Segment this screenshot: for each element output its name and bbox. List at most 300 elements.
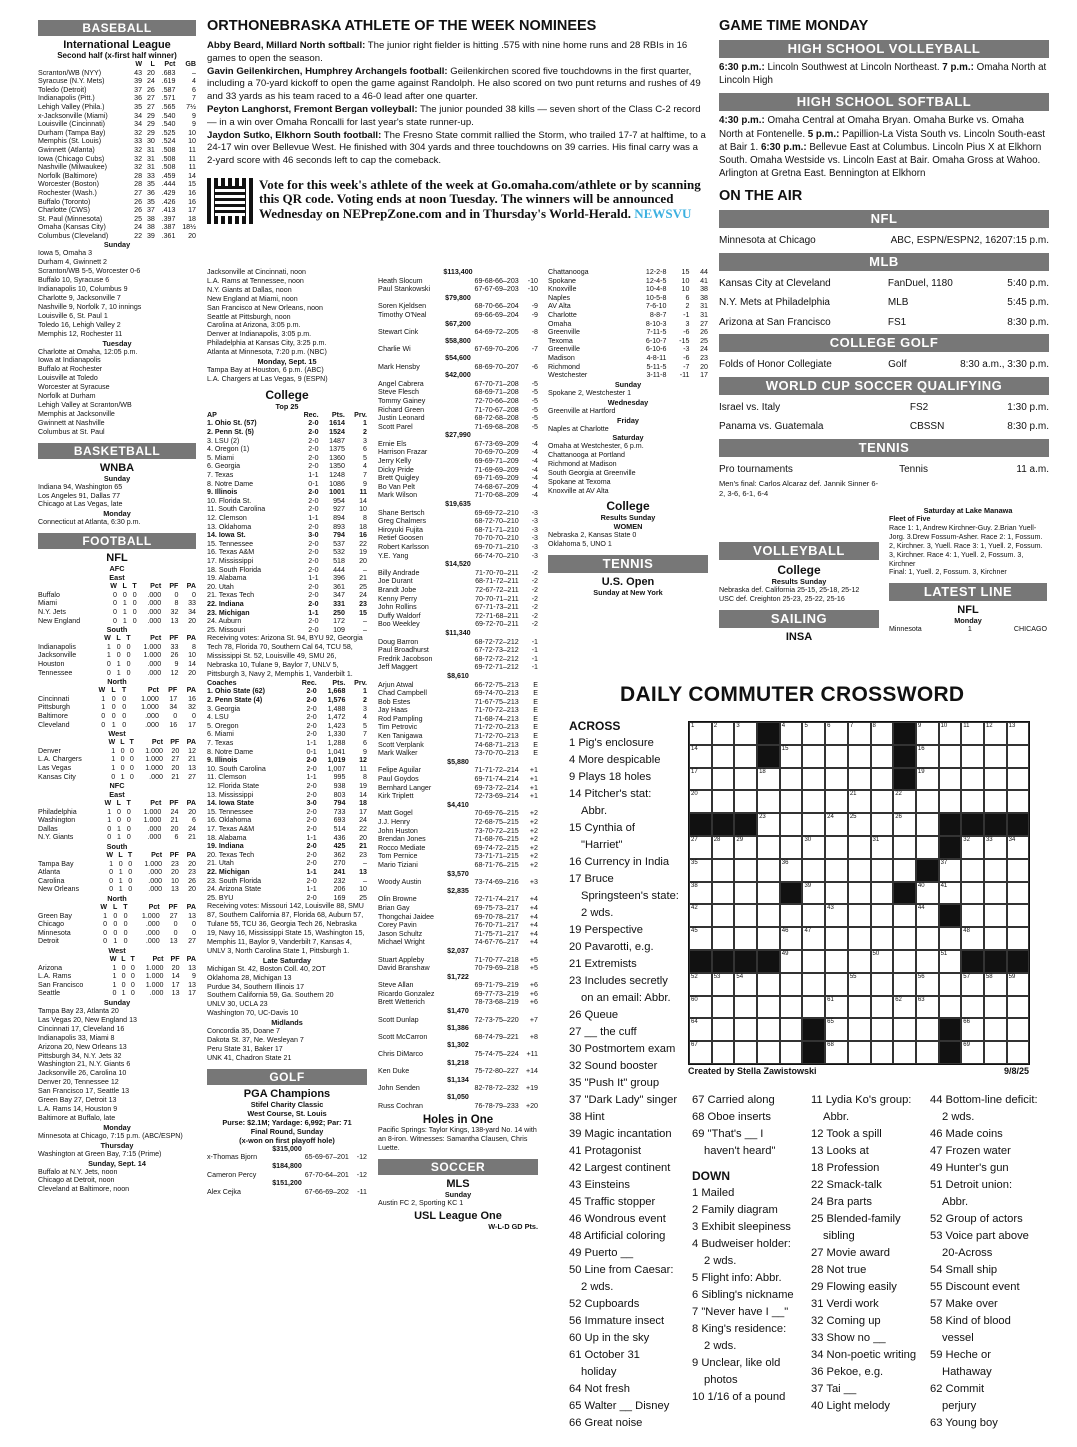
crossword-cell[interactable]: [871, 973, 894, 996]
table-cell: 39: [134, 77, 143, 86]
crossword-cell[interactable]: 20: [689, 790, 712, 813]
clue: 35 "Push It" group: [569, 1077, 660, 1089]
crossword-cell[interactable]: [848, 882, 871, 905]
crossword-cell[interactable]: 37: [939, 859, 962, 882]
golf-cell: -3: [531, 543, 538, 551]
crossword-cell[interactable]: 1: [689, 722, 712, 745]
crossword-cell[interactable]: [1007, 1018, 1030, 1041]
crossword-cell[interactable]: 17: [689, 768, 712, 791]
clue: 43 Einsteins: [569, 1179, 630, 1191]
clue: 36 Pekoe, e.g.: [811, 1366, 884, 1378]
crossword-grid[interactable]: [688, 721, 1030, 1065]
crossword-cell[interactable]: [984, 927, 1007, 950]
table-row: [38, 860, 196, 869]
table-cell: 2-0: [308, 496, 319, 505]
table-cell: -6: [683, 353, 690, 362]
table-row: [207, 626, 367, 635]
crossword-cell[interactable]: [961, 904, 984, 927]
crossword-cell[interactable]: [893, 1041, 916, 1064]
golf-sub: Stifel Charity Classic: [250, 1099, 324, 1109]
golf-cell: 65-69-67–201: [304, 1153, 349, 1162]
crossword-cell[interactable]: [712, 1018, 735, 1041]
crossword-cell[interactable]: [893, 950, 916, 973]
crossword-cell[interactable]: [893, 1018, 916, 1041]
gametime-title: GAME TIME MONDAY: [719, 18, 869, 34]
usl-cols: W-L-D GD Pts.: [488, 1221, 538, 1231]
crossword-cell[interactable]: 24: [825, 813, 848, 836]
crossword-cell[interactable]: 5: [802, 722, 825, 745]
crossword-cell[interactable]: [734, 927, 757, 950]
crossword-cell[interactable]: [734, 859, 757, 882]
table-cell: -7: [683, 362, 690, 371]
crossword-cell[interactable]: [1007, 904, 1030, 927]
crossword-cell[interactable]: [848, 859, 871, 882]
crossword-cell[interactable]: [984, 790, 1007, 813]
crossword-cell[interactable]: [712, 996, 735, 1019]
crossword-cell[interactable]: 40: [916, 882, 939, 905]
crossword-cell[interactable]: [712, 882, 735, 905]
crossword-cell[interactable]: [757, 836, 780, 859]
crossword-cell[interactable]: [1007, 790, 1030, 813]
golf-cell: +1: [529, 766, 538, 775]
golf-purse-cell: $151,200: [272, 1179, 302, 1188]
table-cell: Spokane: [548, 276, 577, 285]
crossword-cell[interactable]: [757, 904, 780, 927]
crossword-cell[interactable]: 67: [689, 1041, 712, 1064]
crossword-cell[interactable]: [916, 1018, 939, 1041]
table-cell: 9: [192, 972, 196, 981]
crossword-cell[interactable]: 64: [689, 1018, 712, 1041]
crossword-cell[interactable]: [939, 768, 962, 791]
crossword-cell[interactable]: [802, 768, 825, 791]
crossword-cell[interactable]: 28: [712, 836, 735, 859]
crossword-cell[interactable]: [734, 1041, 757, 1064]
crossword-cell[interactable]: 13: [1007, 722, 1030, 745]
crossword-cell[interactable]: [712, 745, 735, 768]
crossword-cell[interactable]: 66: [961, 1018, 984, 1041]
golf-row: [378, 560, 538, 569]
crossword-cell[interactable]: 59: [1007, 973, 1030, 996]
table-cell: 0: [132, 590, 137, 599]
crossword-cell[interactable]: 2: [712, 722, 735, 745]
crossword-cell[interactable]: [961, 996, 984, 1019]
result-line: Oklahoma 28, Michigan 13: [207, 973, 292, 982]
crossword-cell[interactable]: 41: [939, 882, 962, 905]
crossword-cell[interactable]: 45: [689, 927, 712, 950]
table-cell: 172: [333, 617, 345, 626]
crossword-cell[interactable]: 33: [984, 836, 1007, 859]
table-cell: 33: [146, 171, 155, 180]
crossword-cell[interactable]: [984, 859, 1007, 882]
golf-cell: John Senden: [378, 1084, 420, 1093]
crossword-cell[interactable]: [871, 768, 894, 791]
crossword-cell[interactable]: [848, 1041, 871, 1064]
crossword-cell[interactable]: 16: [916, 745, 939, 768]
crossword-cell[interactable]: [871, 1041, 894, 1064]
crossword-cell[interactable]: 27: [689, 836, 712, 859]
crossword-cell[interactable]: [984, 882, 1007, 905]
table-cell: 18. South Florida: [207, 565, 262, 574]
crossword-cell[interactable]: [893, 836, 916, 859]
crossword-cell[interactable]: [848, 836, 871, 859]
table-cell: 43: [134, 68, 143, 77]
crossword-cell[interactable]: [961, 745, 984, 768]
crossword-cell[interactable]: [893, 927, 916, 950]
crossword-cell[interactable]: 68: [825, 1041, 848, 1064]
crossword-cell[interactable]: [1007, 1041, 1030, 1064]
crossword-cell[interactable]: [825, 859, 848, 882]
crossword-cell[interactable]: [712, 790, 735, 813]
crossword-cell[interactable]: [734, 904, 757, 927]
crossword-cell[interactable]: [825, 745, 848, 768]
crossword-title: DAILY COMMUTER CROSSWORD: [620, 683, 965, 706]
crossword-cell[interactable]: [916, 790, 939, 813]
crossword-cell[interactable]: [825, 790, 848, 813]
crossword-cell[interactable]: [802, 790, 825, 813]
crossword-cell[interactable]: [1007, 927, 1030, 950]
crossword-cell[interactable]: [712, 768, 735, 791]
table-cell: New Orleans: [38, 885, 80, 894]
crossword-cell[interactable]: 31: [871, 836, 894, 859]
crossword-cell[interactable]: 21: [848, 790, 871, 813]
golf-cell: +14: [525, 1067, 538, 1076]
volleyball-college: College: [777, 563, 821, 577]
table-cell: 39: [146, 231, 155, 240]
crossword-cell[interactable]: [1007, 745, 1030, 768]
crossword-cell[interactable]: [1007, 882, 1030, 905]
clue: haven't heard": [704, 1145, 776, 1157]
crossword-cell[interactable]: 65: [825, 1018, 848, 1041]
crossword-cell[interactable]: [1007, 996, 1030, 1019]
golf-row: [378, 723, 538, 732]
schedule-time: 6:30 p.m.:: [760, 141, 807, 153]
qr-code-icon[interactable]: [207, 178, 253, 224]
crossword-cell[interactable]: 50: [871, 950, 894, 973]
crossword-cell[interactable]: [871, 745, 894, 768]
crossword-cell[interactable]: [802, 859, 825, 882]
crossword-cell[interactable]: 42: [689, 904, 712, 927]
crossword-cell[interactable]: [780, 836, 803, 859]
crossword-cell[interactable]: [871, 996, 894, 1019]
crossword-cell[interactable]: [757, 973, 780, 996]
volleyball-results-heading: Results Sunday: [771, 577, 827, 586]
crossword-cell[interactable]: 26: [893, 813, 916, 836]
crossword-cell[interactable]: 34: [1007, 836, 1030, 859]
column-2c: [548, 268, 708, 597]
golf-cell: E: [533, 714, 538, 723]
crossword-cell[interactable]: [961, 768, 984, 791]
crossword-cell[interactable]: [848, 745, 871, 768]
crossword-cell[interactable]: 60: [689, 996, 712, 1019]
table-cell: 32: [134, 145, 143, 154]
table-cell: 17: [700, 371, 708, 380]
crossword-cell[interactable]: [802, 813, 825, 836]
crossword-cell[interactable]: 46: [780, 927, 803, 950]
table-cell: 2-0: [308, 522, 319, 531]
crossword-cell[interactable]: 36: [780, 859, 803, 882]
crossword-cell[interactable]: [734, 768, 757, 791]
crossword-cell[interactable]: [916, 836, 939, 859]
crossword-cell[interactable]: 7: [848, 722, 871, 745]
result-line: Louisville 6, St. Paul 1: [38, 311, 108, 320]
crossword-cell[interactable]: [734, 1018, 757, 1041]
table-row: [548, 363, 708, 372]
crossword-cell[interactable]: 25: [848, 813, 871, 836]
crossword-cell[interactable]: [848, 927, 871, 950]
nfl-mon15-heading: Monday, Sept. 15: [257, 357, 317, 367]
game-line: Richmond at Madison: [548, 460, 617, 469]
crossword-cell[interactable]: [825, 768, 848, 791]
golf-row: [378, 406, 538, 415]
crossword-cell[interactable]: [757, 859, 780, 882]
crossword-cell[interactable]: 69: [961, 1041, 984, 1064]
crossword-cell[interactable]: 14: [689, 745, 712, 768]
table-cell: 31: [146, 145, 155, 154]
crossword-cell[interactable]: 53: [712, 973, 735, 996]
golf-cell: Bob Estes: [378, 697, 411, 706]
crossword-cell[interactable]: [734, 996, 757, 1019]
crossword-cell[interactable]: [757, 1041, 780, 1064]
onair-cell: Arizona at San Francisco: [719, 316, 831, 328]
crossword-cell[interactable]: [780, 768, 803, 791]
crossword-cell[interactable]: 22: [893, 790, 916, 813]
golf-cell: +7: [529, 1015, 538, 1024]
crossword-cell[interactable]: 29: [734, 836, 757, 859]
crossword-cell[interactable]: [780, 790, 803, 813]
golf-cell: 74-68-67–209: [474, 482, 519, 491]
nominees-list: [207, 40, 707, 168]
crossword-cell[interactable]: 39: [802, 882, 825, 905]
golf-cell: Cameron Percy: [207, 1170, 257, 1179]
crossword-cell[interactable]: [802, 973, 825, 996]
crossword-cell[interactable]: [802, 996, 825, 1019]
golf-cell: E: [533, 723, 538, 732]
crossword-cell[interactable]: 19: [916, 768, 939, 791]
crossword-cell[interactable]: [757, 927, 780, 950]
crossword-cell[interactable]: [871, 882, 894, 905]
crossword-cell[interactable]: [734, 790, 757, 813]
crossword-cell[interactable]: 63: [916, 996, 939, 1019]
crossword-cell[interactable]: [893, 904, 916, 927]
golf-row: [378, 672, 538, 681]
crossword-cell[interactable]: [916, 950, 939, 973]
crossword-cell[interactable]: [871, 813, 894, 836]
crossword-cell[interactable]: 51: [939, 950, 962, 973]
golf-cell: 68-70-66–204: [474, 302, 519, 311]
crossword-cell[interactable]: 18: [757, 768, 780, 791]
crossword-cell[interactable]: [757, 882, 780, 905]
table-cell: 10. Florida St.: [207, 496, 252, 505]
crossword-cell[interactable]: [734, 745, 757, 768]
golf-row: [378, 698, 538, 707]
table-row: [207, 454, 367, 463]
table-cell: 0: [126, 659, 131, 668]
table-header-cell: W: [98, 686, 106, 695]
golf-row: [378, 483, 538, 492]
crossword-cell[interactable]: [802, 950, 825, 973]
crossword-cell[interactable]: 12: [984, 722, 1007, 745]
crossword-cell[interactable]: [825, 882, 848, 905]
crossword-cell[interactable]: [780, 973, 803, 996]
crossword-cell[interactable]: 3: [734, 722, 757, 745]
crossword-cell[interactable]: [780, 813, 803, 836]
crossword-cell: [893, 882, 916, 905]
crossword-cell[interactable]: 47: [802, 927, 825, 950]
table-cell: 1: [117, 833, 121, 842]
crossword-cell[interactable]: [871, 904, 894, 927]
crossword-cell[interactable]: 49: [780, 950, 803, 973]
crossword-cell[interactable]: [984, 904, 1007, 927]
crossword-cell[interactable]: 54: [734, 973, 757, 996]
crossword-cell[interactable]: [712, 859, 735, 882]
crossword-cell[interactable]: [712, 927, 735, 950]
game-line: Iowa at Indianapolis: [38, 356, 101, 365]
crossword-cell[interactable]: [712, 904, 735, 927]
crossword-cell[interactable]: [848, 768, 871, 791]
golf-row: [378, 423, 538, 432]
crossword-cell[interactable]: [939, 996, 962, 1019]
crossword-cell[interactable]: [871, 1018, 894, 1041]
crossword-cell[interactable]: 4: [780, 722, 803, 745]
crossword-cell[interactable]: 15: [780, 745, 803, 768]
table-row: [207, 462, 367, 471]
crossword-cell[interactable]: [893, 973, 916, 996]
table-cell: New England: [38, 616, 81, 625]
crossword-cell[interactable]: [871, 927, 894, 950]
table-row: [207, 842, 367, 851]
crossword-cell[interactable]: [712, 1041, 735, 1064]
crossword-cell[interactable]: [939, 973, 962, 996]
crossword-cell[interactable]: [825, 927, 848, 950]
crossword-cell[interactable]: 6: [825, 722, 848, 745]
crossword-cell[interactable]: [1007, 859, 1030, 882]
crossword-cell[interactable]: 35: [689, 859, 712, 882]
crossword-cell[interactable]: [780, 904, 803, 927]
table-cell: 0: [128, 885, 133, 894]
golf-cell: Dicky Pride: [378, 465, 414, 474]
crossword-cell[interactable]: [939, 790, 962, 813]
crossword-cell[interactable]: [802, 904, 825, 927]
crossword-cell[interactable]: 8: [871, 722, 894, 745]
crossword-cell[interactable]: [734, 882, 757, 905]
crossword-cell[interactable]: [848, 950, 871, 973]
crossword-cell[interactable]: [916, 927, 939, 950]
crossword-cell[interactable]: [916, 813, 939, 836]
crossword-cell[interactable]: [848, 904, 871, 927]
crossword-cell: [757, 745, 780, 768]
table-row: [207, 765, 367, 774]
crossword-cell[interactable]: [825, 950, 848, 973]
crossword-cell[interactable]: [1007, 768, 1030, 791]
crossword-cell[interactable]: 38: [689, 882, 712, 905]
golf-cell: 70-70-71–211: [475, 594, 519, 603]
crossword-cell[interactable]: [825, 836, 848, 859]
crossword-cell[interactable]: [984, 768, 1007, 791]
crossword-cell[interactable]: [780, 996, 803, 1019]
table-cell: 20. Utah: [207, 582, 234, 591]
crossword-cell[interactable]: 43: [825, 904, 848, 927]
table-row: [548, 328, 708, 337]
golf-cell: +4: [529, 903, 538, 912]
nominee-text: The Fresno State commit rallied the Storm, who trailed 17-7 at halftime, to a 24-17 win over Bellevue West. He finished with 304 yards and three touchdowns on 39 carries. His final carry was a 2-yard score with 46 seconds left to cap the comeback.: [207, 129, 706, 167]
golf-row: [378, 775, 538, 784]
crossword-cell[interactable]: [984, 996, 1007, 1019]
crossword-cell[interactable]: [871, 790, 894, 813]
vote-box: [207, 178, 707, 224]
crossword-cell[interactable]: [893, 859, 916, 882]
table-cell: 2-0: [308, 582, 319, 591]
crossword-cell[interactable]: [802, 745, 825, 768]
usl-sat: [548, 442, 708, 495]
crossword-cell[interactable]: 52: [689, 973, 712, 996]
crossword-cell[interactable]: [871, 859, 894, 882]
crossword-cell[interactable]: [757, 1018, 780, 1041]
crossword-cell[interactable]: 55: [848, 973, 871, 996]
table-cell: 27: [171, 755, 180, 764]
table-cell: 0: [129, 772, 134, 781]
clue: 21 Extremists: [569, 958, 637, 970]
table-cell: 0: [129, 763, 134, 772]
crossword-cell[interactable]: [848, 996, 871, 1019]
table-cell: 22: [134, 231, 143, 240]
crossword-cell: [802, 1018, 825, 1041]
ap-poll: [207, 411, 367, 634]
crossword-cell[interactable]: [984, 1041, 1007, 1064]
crossword-cell[interactable]: 10: [939, 722, 962, 745]
crossword-cell: [916, 859, 939, 882]
golf-cell: Paul Goydos: [378, 775, 419, 784]
golf-row: [378, 681, 538, 690]
crossword-cell[interactable]: 30: [802, 836, 825, 859]
golf-bar: GOLF: [207, 1069, 367, 1085]
crossword-cell[interactable]: 23: [757, 813, 780, 836]
crossword-cell[interactable]: [757, 996, 780, 1019]
crossword-cell[interactable]: [961, 790, 984, 813]
result-line: Purdue 34, Southern Illinois 17: [207, 982, 305, 991]
crossword-cell[interactable]: [780, 1018, 803, 1041]
column-2b: [378, 268, 538, 1231]
crossword-cell[interactable]: [984, 745, 1007, 768]
crossword-cell[interactable]: [757, 790, 780, 813]
crossword-cell[interactable]: [848, 1018, 871, 1041]
crossword-cell[interactable]: [780, 1041, 803, 1064]
crossword-cell[interactable]: 32: [961, 836, 984, 859]
crossword-cell[interactable]: [825, 973, 848, 996]
table-header-cell: PA: [186, 634, 196, 643]
crossword-cell[interactable]: [916, 1041, 939, 1064]
crossword-cell[interactable]: 56: [916, 973, 939, 996]
crossword-cell[interactable]: [961, 882, 984, 905]
crossword-cell[interactable]: 11: [961, 722, 984, 745]
table-cell: 11: [359, 488, 367, 497]
crossword-cell[interactable]: 48: [961, 927, 984, 950]
crossword-cell[interactable]: 58: [984, 973, 1007, 996]
crossword-cell[interactable]: 44: [916, 904, 939, 927]
nominee-text: The junior right fielder is hitting .575 with nine home runs and 28 RBIs in 16 games to open the season.: [207, 40, 688, 64]
crossword-cell[interactable]: 62: [893, 996, 916, 1019]
crossword-cell[interactable]: [961, 859, 984, 882]
golf-cell: Rocco Mediate: [378, 843, 426, 852]
crossword-cell[interactable]: 61: [825, 996, 848, 1019]
table-cell: 2-0: [306, 781, 317, 790]
crossword-cell[interactable]: [939, 745, 962, 768]
crossword-cell[interactable]: 57: [961, 973, 984, 996]
table-cell: 0: [103, 928, 108, 937]
crossword-cell[interactable]: [984, 1018, 1007, 1041]
golf-row: [378, 646, 538, 655]
crossword-cell[interactable]: 9: [916, 722, 939, 745]
crossword-cell[interactable]: [939, 927, 962, 950]
